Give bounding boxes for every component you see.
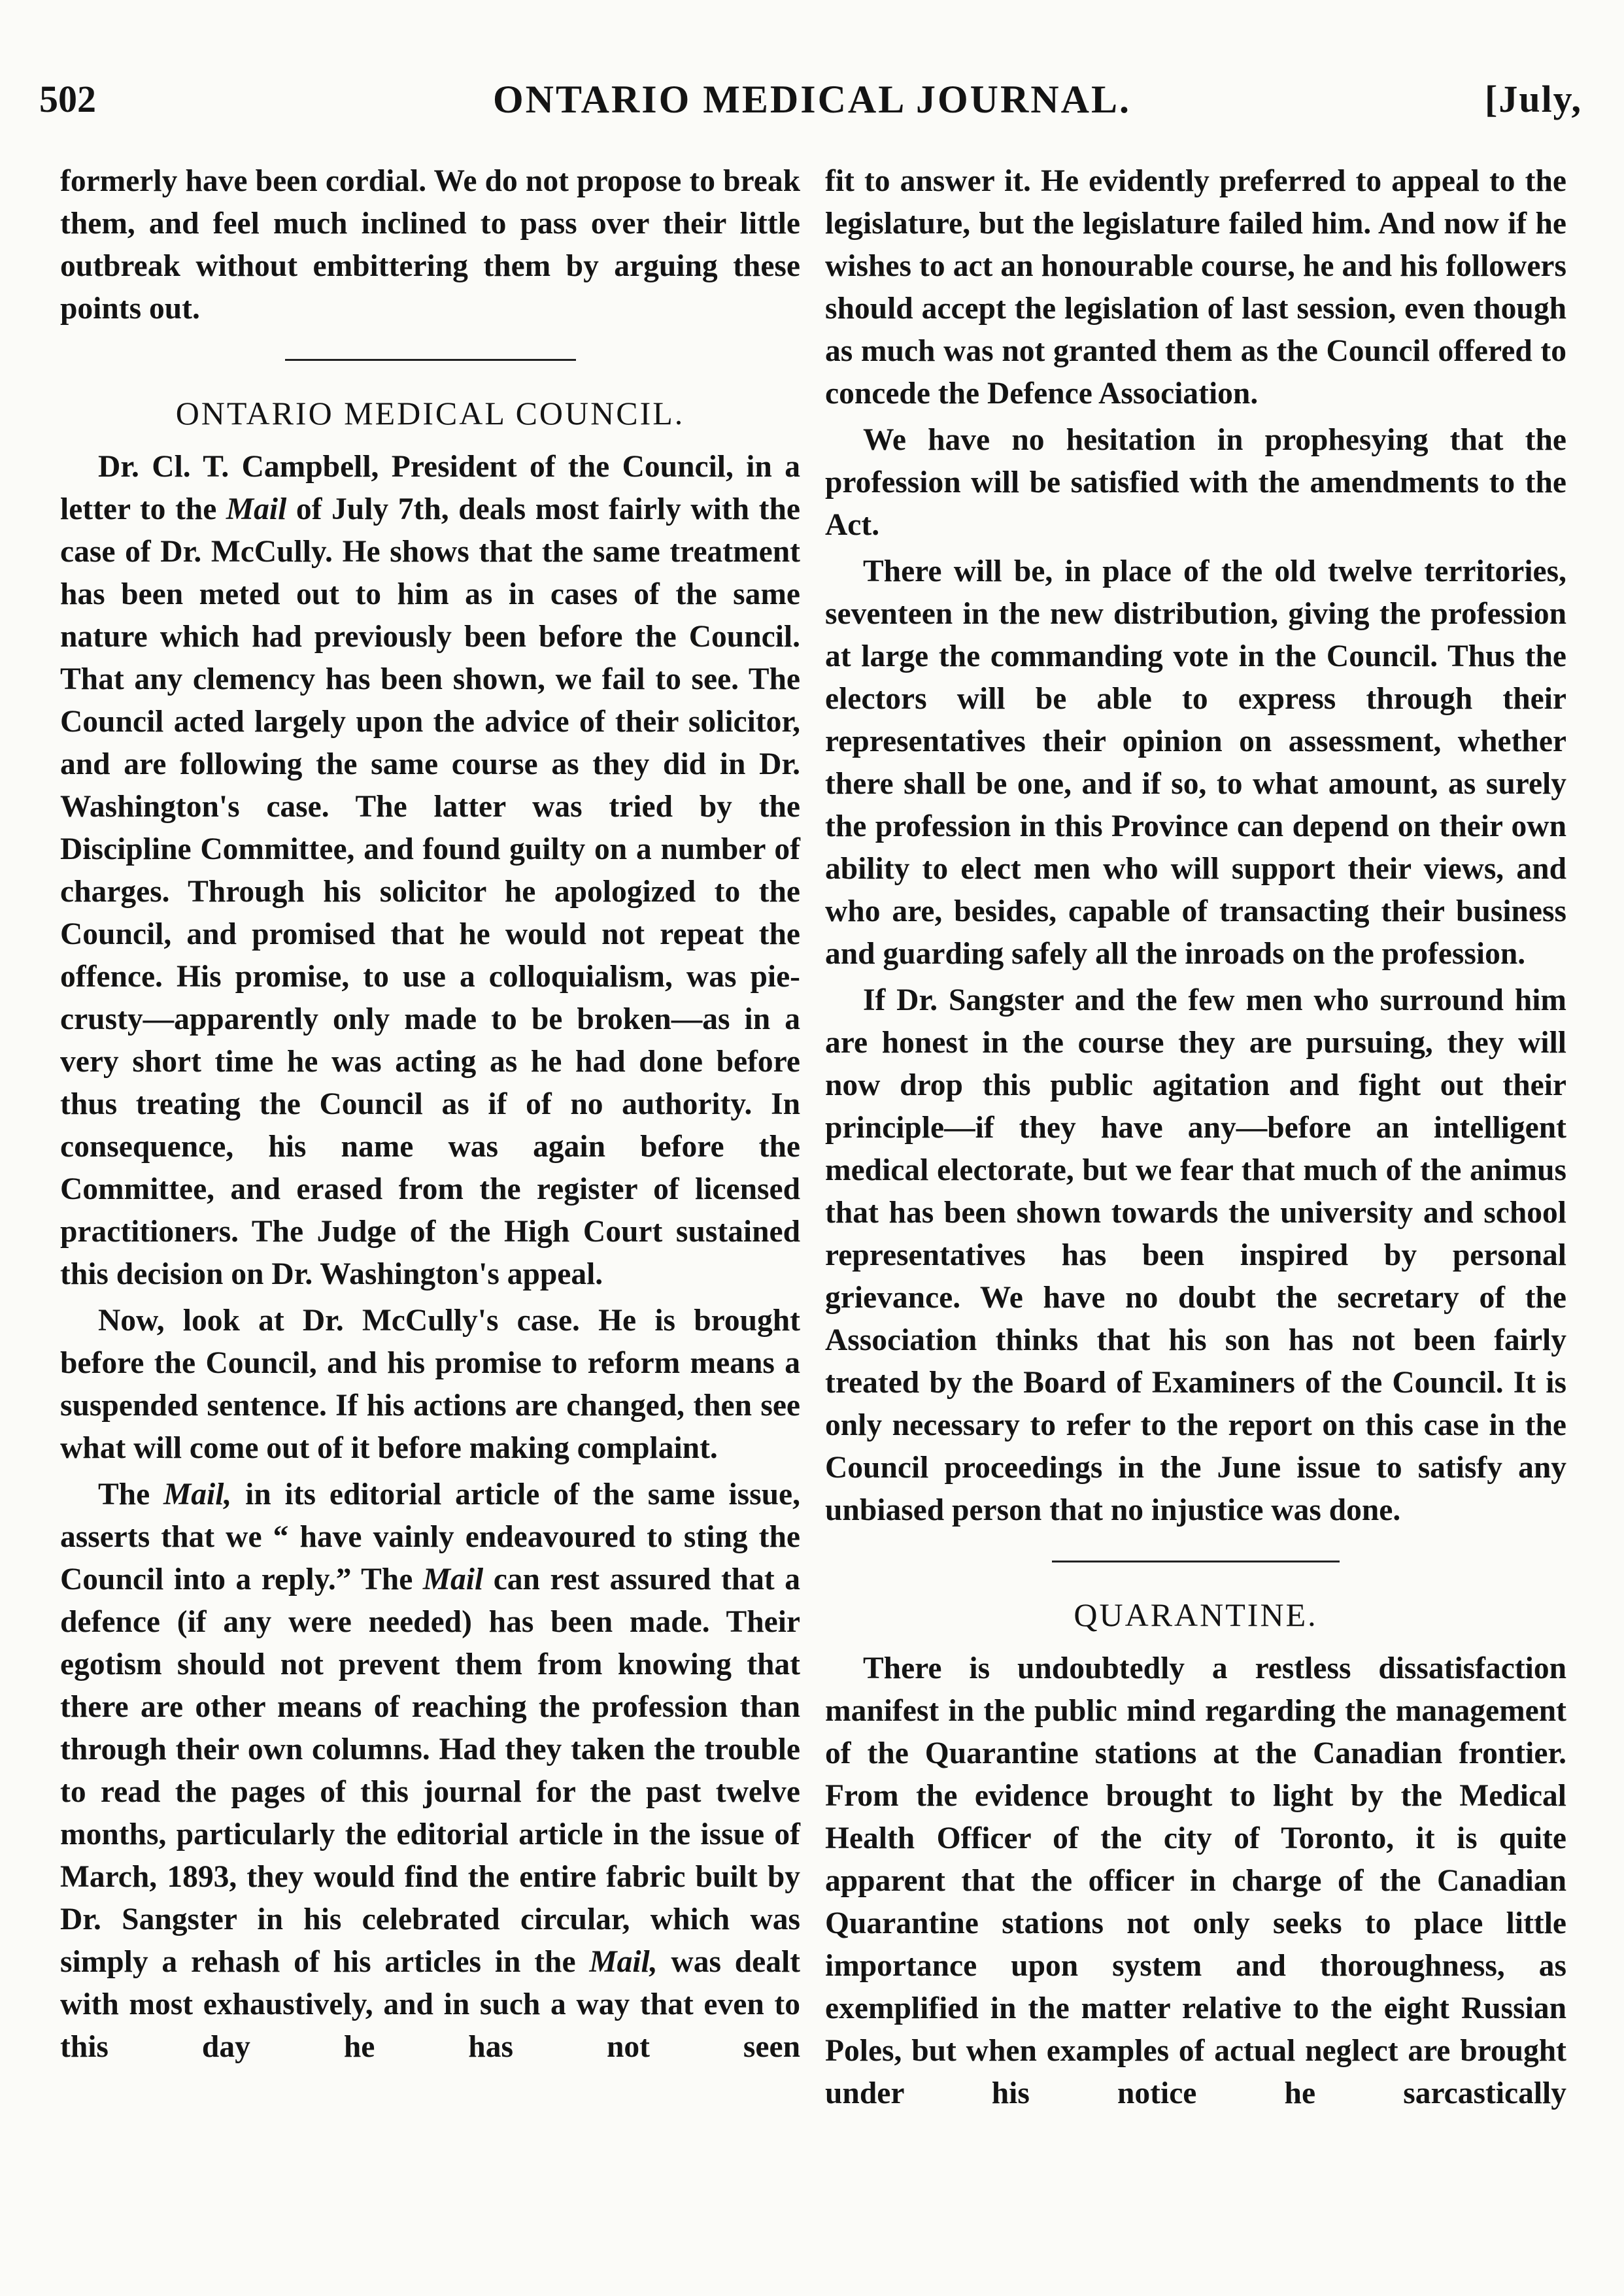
- newspaper-name: Mail: [422, 1562, 484, 1596]
- paragraph: Now, look at Dr. McCully's case. He is brought before the Council, and his promise to reform means a suspended sentence. If his actions are changed, then see what will come out of it before making complaint.: [60, 1304, 800, 1465]
- paragraph: fit to answer it. He evidently preferred to appeal to the legislature, but the legislature failed him. And now if he wishes to act an honourable course, he and his followers should accept the legislation of last session, even though as much was not granted them as the Council offered to concede the Defence Association.: [825, 164, 1566, 411]
- newspaper-name: Mail,: [589, 1945, 658, 1979]
- section-heading-ontario-medical-council: ONTARIO MEDICAL COUNCIL.: [175, 395, 685, 431]
- paragraph: There is undoubtedly a restless dissatisfaction manifest in the public mind regarding the management of the Quarantine stations at the Canadian frontier. From the evidence brought to light by the Medical Health Officer of the city of Toronto, it is quite apparent that the officer in charge of the Canadian Quarantine stations not only seeks to place little importance upon system and thoroughness, as exemplified in the matter relative to the eight Russian Poles, but when examples of actual neglect are brought under his notice he sarcastically: [825, 1651, 1566, 2110]
- page-number: 502: [39, 78, 96, 120]
- left-column: [60, 160, 800, 2072]
- paragraph: There will be, in place of the old twelve territories, seventeen in the new distribution, giving the profession at large the commanding vote in the Council. Thus the electors will be able to express through their representatives their opinion on assessment, whether there shall be one, and if so, to what amount, as surely the profession in this Province can depend on their own ability to elect men who will support their views, and who are, besides, capable of transacting their business and guarding safely all the inroads on the profession.: [825, 554, 1566, 971]
- paragraph: formerly have been cordial. We do not propose to break them, and feel much inclined to pass over their little outbreak without embittering them by arguing these points out.: [60, 164, 800, 326]
- section-divider: [285, 359, 576, 361]
- paragraph: If Dr. Sangster and the few men who surround him are honest in the course they are pursuing, they will now drop this public agitation and fight out their principle—if they have any—before an intelligent medical electorate, but we fear that much of the animus that has been shown towards the university and school representatives has been inspired by personal grievance. We have no doubt the secretary of the Association thinks that his son has not been fairly treated by the Board of Examiners of the Council. It is only necessary to refer to the report on this case in the Council proceedings in the June issue to satisfy any unbiased person that no injustice was done.: [825, 983, 1566, 1527]
- running-head: [0, 77, 1624, 129]
- newspaper-name: Mail,: [163, 1477, 232, 1511]
- paragraph: The Mail, in its editorial article of the same issue, asserts that we “ have vainly endeavoured to sting the Council into a reply.” The Mail can rest assured that a defence (if any were needed) has been made. Their egotism should not prevent them from knowing that there are other means of reaching the profession than through their own columns. Had they taken the trouble to read the pages of this journal for the past twelve months, particularly the editorial article in the issue of March, 1893, they would find the entire fabric built by Dr. Sangster in his celebrated circular, which was simply a rehash of his articles in the Mail, was dealt with most exhaustively, and in such a way that even to this day he has not seen: [60, 1477, 800, 2064]
- section-divider: [1052, 1561, 1340, 1562]
- section-heading-quarantine: QUARANTINE.: [1074, 1596, 1318, 1633]
- right-column: [825, 160, 1566, 2119]
- newspaper-name: Mail: [226, 492, 287, 526]
- issue-month: [July,: [1485, 78, 1582, 120]
- paragraph: Dr. Cl. T. Campbell, President of the Council, in a letter to the Mail of July 7th, deals most fairly with the case of Dr. McCully. He shows that the same treatment has been meted out to him as in cases of the same nature which had previously been before the Council. That any clemency has been shown, we fail to see. The Council acted largely upon the advice of their solicitor, and are following the same course as they did in Dr. Washington's case. The latter was tried by the Discipline Committee, and found guilty on a number of charges. Through his solicitor he apologized to the Council, and promised that he would not repeat the offence. His promise, to use a colloquialism, was pie-crusty—apparently only made to be broken—as in a very short time he was acting as he had done before thus treating the Council as if of no authority. In consequence, his name was again before the Committee, and erased from the register of licensed practitioners. The Judge of the High Court sustained this decision on Dr. Washington's appeal.: [60, 450, 801, 1291]
- paragraph: We have no hesitation in prophesying that the profession will be satisfied with the amendments to the Act.: [825, 423, 1566, 542]
- journal-title: ONTARIO MEDICAL JOURNAL.: [493, 78, 1131, 121]
